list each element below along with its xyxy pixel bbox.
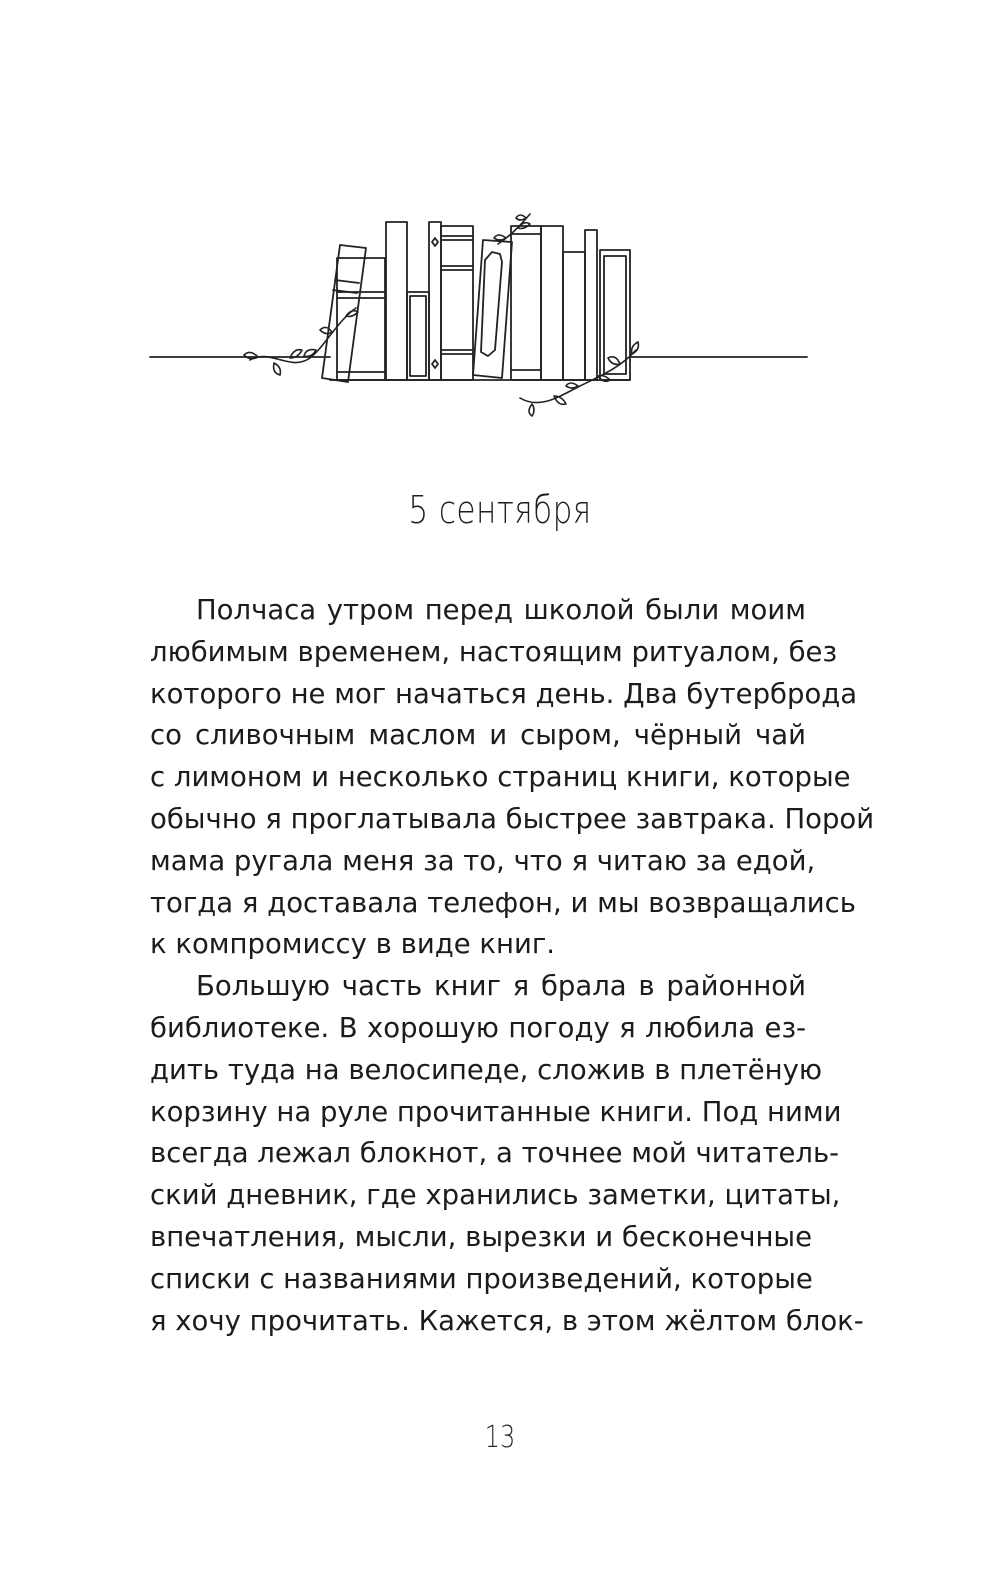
text-line: впечатления, мысли, вырезки и бесконечные xyxy=(150,1220,813,1253)
text-line: Полчаса утром перед школой были моим xyxy=(196,594,806,626)
text-line: корзину на руле прочитанные книги. Под ними xyxy=(150,1095,842,1128)
text-line: которого не мог начаться день. Два бутерброда xyxy=(150,677,858,710)
text-line: мама ругала меня за то, что я читаю за едой, xyxy=(150,844,816,877)
chapter-title: 5 сентября xyxy=(408,488,592,532)
book-6 xyxy=(441,226,473,380)
book-8 xyxy=(511,226,541,380)
body-text xyxy=(150,590,875,1342)
paragraph-1 xyxy=(150,590,875,966)
book-11 xyxy=(585,230,597,380)
text-line: обычно я проглатывала быстрее завтрака. Порой xyxy=(150,802,875,835)
text-line: всегда лежал блокнот, а точнее мой читатель- xyxy=(150,1137,840,1170)
text-line: со сливочным маслом и сыром, чёрный чай xyxy=(150,719,806,752)
book-3 xyxy=(386,222,407,380)
book-10 xyxy=(563,252,585,380)
vine-left xyxy=(244,308,358,375)
text-line: я хочу прочитать. Кажется, в этом жёлтом блок- xyxy=(150,1304,864,1337)
book-9 xyxy=(541,226,563,380)
text-line: списки с названиями произведений, которые xyxy=(150,1262,813,1295)
text-line: дить туда на велосипеде, сложив в плетёную xyxy=(150,1053,823,1086)
text-line: библиотеке. В хорошую погоду я любила ез- xyxy=(150,1011,806,1044)
book-leaning-right xyxy=(473,240,512,378)
text-line: ский дневник, где хранились заметки, цитаты, xyxy=(150,1179,841,1212)
paragraph-2 xyxy=(150,966,864,1342)
text-line: к компромиссу в виде книг. xyxy=(150,928,556,961)
text-line: тогда я доставала телефон, и мы возвращались xyxy=(150,886,856,919)
text-line: Большую часть книг я брала в районной xyxy=(196,970,806,1003)
vine-top xyxy=(494,214,530,244)
book-leaning-left xyxy=(322,245,366,382)
vine-right xyxy=(520,342,638,416)
text-line: с лимоном и несколько страниц книги, которые xyxy=(150,761,851,794)
text-line: любимым временем, настоящим ритуалом, без xyxy=(150,635,838,668)
bookshelf-with-vines-icon xyxy=(140,200,820,430)
page-number: 13 xyxy=(484,1420,516,1455)
